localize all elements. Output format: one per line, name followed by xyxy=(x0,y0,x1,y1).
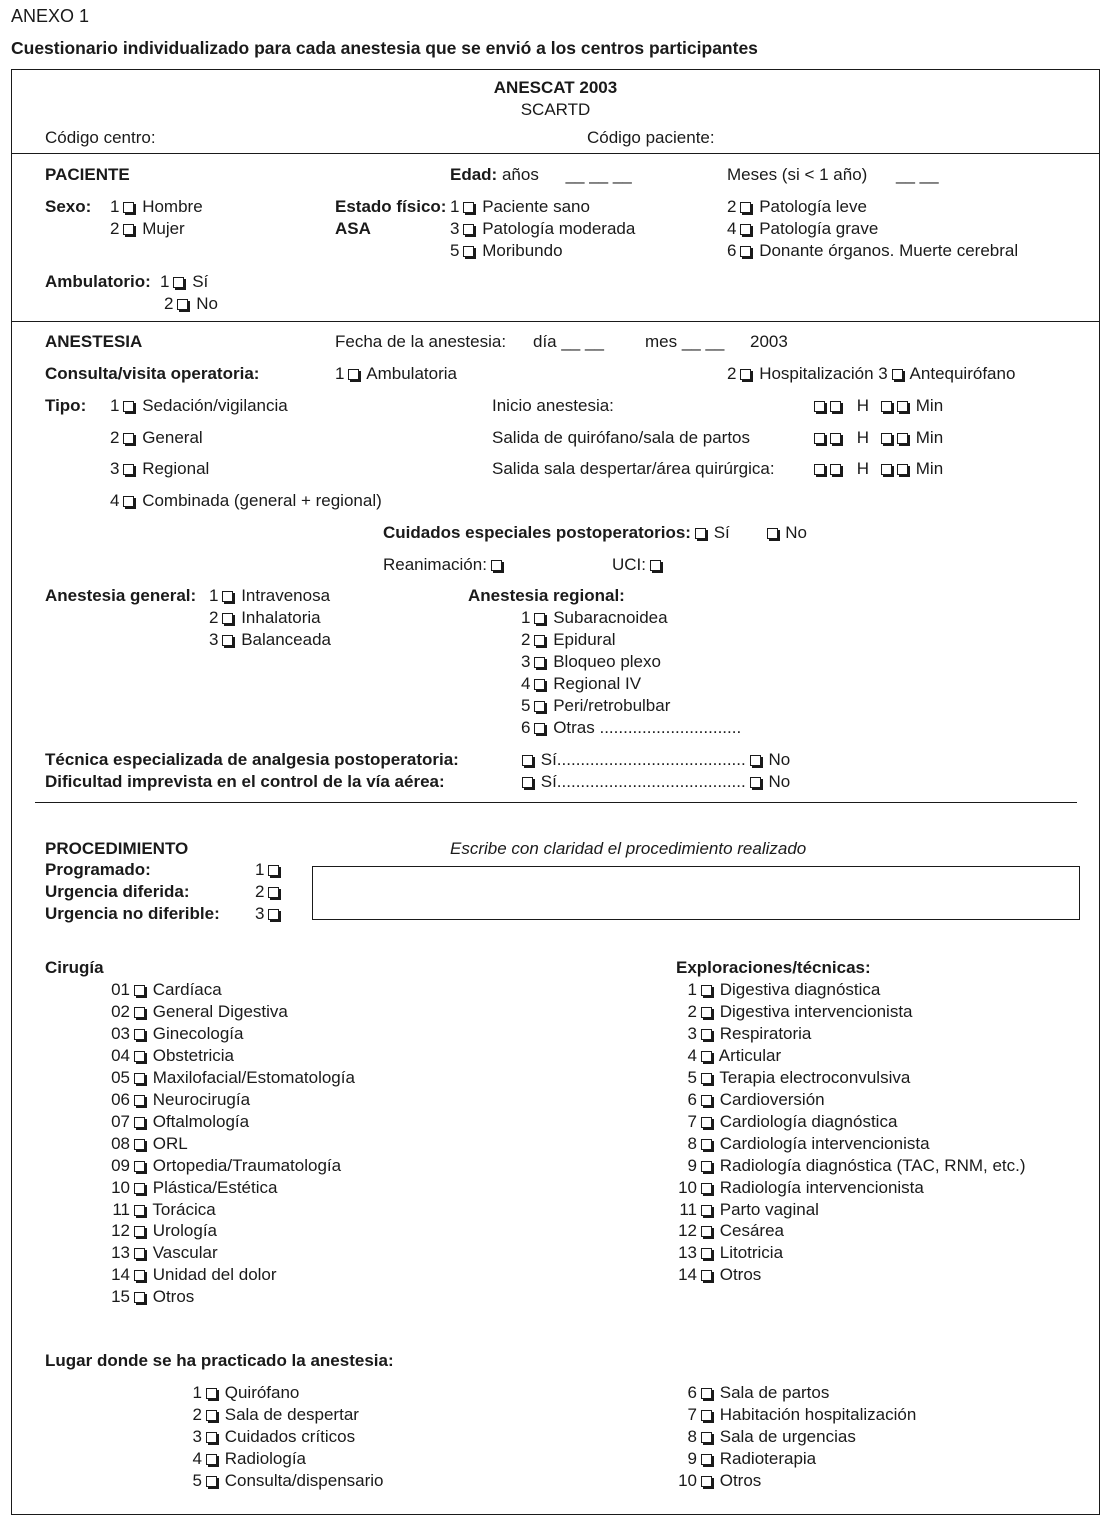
regional-option-4[interactable]: 4 Regional IV xyxy=(521,674,642,693)
list-item[interactable]: 3 Respiratoria xyxy=(687,1023,812,1043)
checkbox-icon[interactable] xyxy=(134,1095,145,1106)
cirugia-title: Cirugía xyxy=(45,958,104,977)
checkbox-icon[interactable] xyxy=(701,1029,712,1040)
checkbox-icon[interactable] xyxy=(701,1205,712,1216)
form-title: ANESCAT 2003 xyxy=(493,78,618,97)
checkbox-icon[interactable] xyxy=(134,1073,145,1084)
anestesia-regional-label: Anestesia regional: xyxy=(468,586,625,605)
divider-paciente xyxy=(11,321,1100,322)
dia-field[interactable]: día __ __ xyxy=(533,332,604,351)
checkbox-icon[interactable] xyxy=(701,1432,712,1443)
checkbox-icon[interactable] xyxy=(134,1205,145,1216)
asa-option-2[interactable]: 2 Patología leve xyxy=(727,197,867,216)
checkbox-icon[interactable] xyxy=(173,277,184,288)
urgencia-diferida-label: Urgencia diferida: xyxy=(45,882,190,901)
checkbox-icon[interactable] xyxy=(123,496,134,507)
list-item[interactable]: 10 Plástica/Estética xyxy=(111,1177,278,1197)
checkbox-icon[interactable] xyxy=(206,1432,217,1443)
asa-label-2: ASA xyxy=(335,219,371,238)
checkbox-icon[interactable] xyxy=(123,433,134,444)
checkbox-icon[interactable] xyxy=(134,1161,145,1172)
list-item[interactable]: 11 Torácica xyxy=(112,1199,216,1219)
checkbox-icon[interactable] xyxy=(701,1161,712,1172)
checkbox-icon[interactable] xyxy=(123,224,134,235)
checkbox-icon[interactable] xyxy=(534,613,545,624)
list-item[interactable]: 08 ORL xyxy=(111,1133,188,1153)
digit-box-icon xyxy=(814,401,825,412)
checkbox-icon[interactable] xyxy=(463,224,474,235)
meses-blank: __ __ xyxy=(896,165,939,184)
checkbox-icon[interactable] xyxy=(134,1117,145,1128)
checkbox-icon[interactable] xyxy=(134,1139,145,1150)
checkbox-icon[interactable] xyxy=(740,369,751,380)
checkbox-icon[interactable] xyxy=(134,1051,145,1062)
checkbox-icon[interactable] xyxy=(701,1388,712,1399)
checkbox-icon[interactable] xyxy=(701,1454,712,1465)
time-input-salida-sala[interactable]: H Min xyxy=(810,458,943,480)
regional-option-2[interactable]: 2 Epidural xyxy=(521,630,616,649)
digit-box-icon xyxy=(881,433,892,444)
consulta-label: Consulta/visita operatoria: xyxy=(45,364,260,383)
checkbox-icon[interactable] xyxy=(222,591,233,602)
ambulatorio-option-2[interactable]: 2 No xyxy=(164,294,218,313)
sexo-label: Sexo: xyxy=(45,197,92,216)
regional-option-5[interactable]: 5 Peri/retrobulbar xyxy=(521,696,671,715)
checkbox-icon[interactable] xyxy=(740,246,751,257)
list-item[interactable]: 12 Cesárea xyxy=(678,1221,784,1241)
general-option-1[interactable]: 1 Intravenosa xyxy=(209,586,331,605)
checkbox-icon[interactable] xyxy=(534,635,545,646)
tipo-option-4[interactable]: 4 Combinada (general + regional) xyxy=(110,491,382,510)
tipo-option-3[interactable]: 3 Regional xyxy=(110,459,210,478)
asa-option-5[interactable]: 5 Moribundo xyxy=(450,241,563,260)
checkbox-icon[interactable] xyxy=(701,985,712,996)
asa-option-1[interactable]: 1 Paciente sano xyxy=(450,197,590,216)
checkbox-icon[interactable] xyxy=(701,1248,712,1259)
document-title: Cuestionario individualizado para cada anestesia que se envió a los centros participantes xyxy=(11,38,758,58)
list-item[interactable]: 13 Litotricia xyxy=(678,1243,784,1263)
tipo-label: Tipo: xyxy=(45,396,87,415)
checkbox-icon[interactable] xyxy=(650,560,661,571)
edad-unit: años xyxy=(501,165,539,184)
dificultad-label: Dificultad imprevista en el control de la vía aérea: xyxy=(45,772,445,791)
checkbox-icon[interactable] xyxy=(134,1029,145,1040)
programado-option[interactable]: 1 xyxy=(255,859,282,881)
reanimacion-option[interactable]: Reanimación: xyxy=(383,554,505,576)
edad-blank: __ __ __ xyxy=(565,165,632,184)
digit-box-icon xyxy=(830,433,841,444)
list-item[interactable]: 09 Ortopedia/Traumatología xyxy=(111,1155,342,1175)
list-item[interactable]: 03 Ginecología xyxy=(111,1023,244,1043)
time-label-salida-sala: Salida sala despertar/área quirúrgica: xyxy=(492,459,775,478)
asa-option-3[interactable]: 3 Patología moderada xyxy=(450,219,636,238)
digit-box-icon xyxy=(881,464,892,475)
year-value: 2003 xyxy=(750,332,788,351)
center-code-field[interactable]: Código centro: xyxy=(45,128,156,147)
checkbox-icon[interactable] xyxy=(134,1226,145,1237)
checkbox-icon[interactable] xyxy=(695,528,706,539)
cuidados-label: Cuidados especiales postoperatorios: xyxy=(383,523,691,542)
list-item[interactable]: 1 Digestiva diagnóstica xyxy=(687,980,881,999)
uci-option[interactable]: UCI: xyxy=(612,554,664,576)
checkbox-icon[interactable] xyxy=(522,755,533,766)
sexo-option-1[interactable]: 1 Hombre xyxy=(110,197,203,216)
consulta-option-2-3[interactable]: 2 Hospitalización 3 Antequirófano xyxy=(727,364,1016,383)
list-item[interactable]: 07 Oftalmología xyxy=(111,1111,250,1131)
checkbox-icon[interactable] xyxy=(701,1139,712,1150)
checkbox-icon[interactable] xyxy=(740,202,751,213)
checkbox-icon[interactable] xyxy=(268,865,279,876)
cuidados-row: Cuidados especiales postoperatorios: Sí No xyxy=(383,523,807,542)
time-input-salida-quirofano[interactable]: H Min xyxy=(810,427,943,449)
list-item[interactable]: 04 Obstetricia xyxy=(111,1045,234,1065)
checkbox-icon[interactable] xyxy=(740,224,751,235)
meses-label: Meses (si < 1 año) xyxy=(727,165,868,184)
checkbox-icon[interactable] xyxy=(123,464,134,475)
programado-label: Programado: xyxy=(45,860,151,879)
checkbox-icon[interactable] xyxy=(701,1095,712,1106)
form-subtitle: SCARTD xyxy=(520,100,591,119)
checkbox-icon[interactable] xyxy=(177,299,188,310)
urgencia-diferida-option[interactable]: 2 xyxy=(255,881,282,903)
anestesia-general-label: Anestesia general: xyxy=(45,586,197,605)
asa-option-4[interactable]: 4 Patología grave xyxy=(727,219,879,238)
urgencia-no-diferible-label: Urgencia no diferible: xyxy=(45,904,220,923)
list-item[interactable]: 14 Otros xyxy=(678,1265,762,1285)
checkbox-icon[interactable] xyxy=(892,369,903,380)
meses-field[interactable] xyxy=(727,164,939,186)
list-item[interactable]: 5 Terapia electroconvulsiva xyxy=(687,1067,911,1087)
list-item[interactable]: 6 Cardioversión xyxy=(687,1089,825,1109)
digit-box-icon xyxy=(897,464,908,475)
ambulatorio-label: Ambulatorio: xyxy=(45,272,151,291)
list-item[interactable]: 1 Quirófano xyxy=(192,1383,300,1402)
section-title-paciente: PACIENTE xyxy=(45,165,130,184)
time-label-salida-quirofano: Salida de quirófano/sala de partos xyxy=(492,428,751,447)
lugar-title: Lugar donde se ha practicado la anestesia: xyxy=(45,1351,394,1370)
dificultad-options[interactable]: Sí........................................ No xyxy=(518,771,790,793)
time-input-inicio[interactable]: H Min xyxy=(810,395,943,417)
digit-box-icon xyxy=(814,433,825,444)
digit-box-icon xyxy=(830,401,841,412)
checkbox-icon[interactable] xyxy=(134,1248,145,1259)
checkbox-icon[interactable] xyxy=(222,613,233,624)
asa-label: Estado físico: xyxy=(335,197,447,216)
checkbox-icon[interactable] xyxy=(222,635,233,646)
checkbox-icon[interactable] xyxy=(701,1051,712,1062)
ambulatorio-option-1[interactable]: 1 Sí xyxy=(160,272,209,291)
checkbox-icon[interactable] xyxy=(750,755,761,766)
list-item[interactable]: 4 Articular xyxy=(687,1045,782,1065)
checkbox-icon[interactable] xyxy=(463,202,474,213)
checkbox-icon[interactable] xyxy=(134,1183,145,1194)
checkbox-icon[interactable] xyxy=(206,1454,217,1465)
checkbox-icon[interactable] xyxy=(134,985,145,996)
fecha-label: Fecha de la anestesia: xyxy=(335,332,507,351)
list-item[interactable]: 02 General Digestiva xyxy=(111,1001,288,1021)
list-item[interactable]: 05 Maxilofacial/Estomatología xyxy=(111,1067,355,1087)
edad-field[interactable] xyxy=(450,164,632,186)
checkbox-icon[interactable] xyxy=(701,1226,712,1237)
tecnica-label: Técnica especializada de analgesia postoperatoria: xyxy=(45,750,459,769)
checkbox-icon[interactable] xyxy=(268,887,279,898)
digit-box-icon xyxy=(897,433,908,444)
asa-option-6[interactable]: 6 Donante órganos. Muerte cerebral xyxy=(727,241,1019,260)
list-item[interactable]: 8 Cardiología intervencionista xyxy=(687,1133,930,1153)
regional-option-6[interactable]: 6 Otras .............................. xyxy=(521,718,742,737)
list-item[interactable]: 4 Radiología xyxy=(192,1449,307,1468)
tecnica-options[interactable]: Sí........................................ No xyxy=(518,749,790,771)
list-item[interactable]: 10 Radiología intervencionista xyxy=(678,1177,924,1197)
checkbox-icon[interactable] xyxy=(206,1410,217,1421)
divider-anestesia xyxy=(35,802,1077,803)
checkbox-icon[interactable] xyxy=(348,369,359,380)
list-item[interactable]: 11 Parto vaginal xyxy=(679,1199,819,1219)
section-title-procedimiento: PROCEDIMIENTO xyxy=(45,839,189,858)
checkbox-icon[interactable] xyxy=(701,1073,712,1084)
checkbox-icon[interactable] xyxy=(750,777,761,788)
edad-label: Edad: xyxy=(450,165,498,184)
mes-field[interactable]: mes __ __ xyxy=(645,332,725,351)
checkbox-icon[interactable] xyxy=(123,202,134,213)
procedimiento-description-input[interactable] xyxy=(312,866,1080,920)
digit-box-icon xyxy=(897,401,908,412)
urgencia-no-diferible-option[interactable]: 3 xyxy=(255,903,282,925)
list-item[interactable]: 12 Urología xyxy=(111,1221,217,1241)
checkbox-icon[interactable] xyxy=(701,1183,712,1194)
list-item[interactable]: 6 Sala de partos xyxy=(687,1383,830,1402)
checkbox-icon[interactable] xyxy=(206,1388,217,1399)
list-item[interactable]: 14 Unidad del dolor xyxy=(111,1265,277,1285)
checkbox-icon[interactable] xyxy=(463,246,474,257)
checkbox-icon[interactable] xyxy=(522,777,533,788)
checkbox-icon[interactable] xyxy=(701,1117,712,1128)
list-item[interactable]: 9 Radiología diagnóstica (TAC, RNM, etc.) xyxy=(687,1155,1026,1175)
general-option-2[interactable]: 2 Inhalatoria xyxy=(209,608,321,627)
list-item[interactable]: 9 Radioterapia xyxy=(687,1449,817,1468)
annex-label: ANEXO 1 xyxy=(11,6,90,26)
regional-option-3[interactable]: 3 Bloqueo plexo xyxy=(521,652,661,671)
procedimiento-hint: Escribe con claridad el procedimiento realizado xyxy=(450,839,807,858)
general-option-3[interactable]: 3 Balanceada xyxy=(209,630,332,649)
checkbox-icon[interactable] xyxy=(134,1270,145,1281)
list-item[interactable]: 7 Habitación hospitalización xyxy=(687,1405,917,1424)
regional-option-1[interactable]: 1 Subaracnoidea xyxy=(521,608,668,627)
checkbox-icon[interactable] xyxy=(491,560,502,571)
checkbox-icon[interactable] xyxy=(134,1292,145,1303)
checkbox-icon[interactable] xyxy=(534,679,545,690)
list-item[interactable]: 5 Consulta/dispensario xyxy=(192,1471,384,1490)
tipo-option-2[interactable]: 2 General xyxy=(110,428,203,447)
list-item[interactable]: 13 Vascular xyxy=(111,1243,218,1263)
checkbox-icon[interactable] xyxy=(701,1476,712,1487)
consulta-option-1[interactable]: 1 Ambulatoria xyxy=(335,364,457,383)
list-item[interactable]: 01 Cardíaca xyxy=(111,980,222,999)
checkbox-icon[interactable] xyxy=(701,1410,712,1421)
divider-header xyxy=(11,153,1100,154)
checkbox-icon[interactable] xyxy=(534,701,545,712)
checkbox-icon[interactable] xyxy=(123,401,134,412)
digit-box-icon xyxy=(830,464,841,475)
list-item[interactable]: 8 Sala de urgencias xyxy=(687,1427,856,1446)
tipo-option-1[interactable]: 1 Sedación/vigilancia xyxy=(110,396,288,415)
checkbox-icon[interactable] xyxy=(206,1476,217,1487)
time-label-inicio: Inicio anestesia: xyxy=(492,396,614,415)
checkbox-icon[interactable] xyxy=(134,1007,145,1018)
digit-box-icon xyxy=(814,464,825,475)
checkbox-icon[interactable] xyxy=(701,1007,712,1018)
checkbox-icon[interactable] xyxy=(534,657,545,668)
checkbox-icon[interactable] xyxy=(534,723,545,734)
list-item[interactable]: 2 Digestiva intervencionista xyxy=(687,1001,913,1021)
list-item[interactable]: 2 Sala de despertar xyxy=(192,1405,359,1424)
digit-box-icon xyxy=(881,401,892,412)
sexo-option-2[interactable]: 2 Mujer xyxy=(110,219,185,238)
list-item[interactable]: 7 Cardiología diagnóstica xyxy=(687,1111,898,1131)
checkbox-icon[interactable] xyxy=(701,1270,712,1281)
patient-code-field[interactable]: Código paciente: xyxy=(587,128,715,147)
list-item[interactable]: 15 Otros xyxy=(111,1287,195,1307)
section-title-anestesia: ANESTESIA xyxy=(45,332,143,351)
checkbox-icon[interactable] xyxy=(268,909,279,920)
checkbox-icon[interactable] xyxy=(767,528,778,539)
list-item[interactable]: 06 Neurocirugía xyxy=(111,1089,251,1109)
list-item[interactable]: 3 Cuidados críticos xyxy=(192,1427,356,1446)
list-item[interactable]: 10 Otros xyxy=(678,1471,762,1490)
exploraciones-title: Exploraciones/técnicas: xyxy=(676,958,871,977)
